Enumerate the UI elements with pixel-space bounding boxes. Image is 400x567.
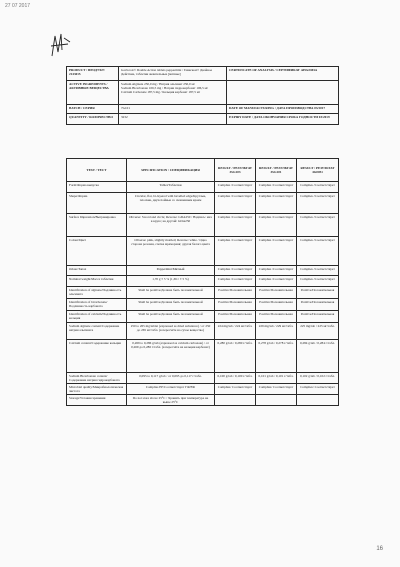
col-result-3: RESULT / РЕЗУЛЬТАТ 4G0051 xyxy=(297,159,339,182)
result-row xyxy=(67,311,339,323)
row-result-3: Complies /Соответствует xyxy=(297,193,339,214)
row-test: Microbial quality/Микробиологическая чистота xyxy=(67,384,127,395)
row-result-2: Complies/ Соответствует xyxy=(256,384,297,395)
result-row xyxy=(67,276,339,287)
row-result-3: 225 mg/tab / 225 мг/табл. xyxy=(297,323,339,340)
result-row xyxy=(67,373,339,384)
header-label: QUANTITY / КОЛИЧЕСТВО xyxy=(67,114,119,125)
row-test: Sodium alginate content/Содержание натрия альгината xyxy=(67,323,127,340)
row-test: Storage/Условия хранения xyxy=(67,395,127,406)
row-spec: Shall be positive/Должна быть положительной xyxy=(127,299,215,311)
col-result-1: RESULT / РЕЗУЛЬТАТ 3SG103 xyxy=(215,159,256,182)
row-result-1: Complies /Соответствует xyxy=(215,182,256,193)
row-result-2: 0,101 g/tab / 0,101 г/табл. xyxy=(256,373,297,384)
row-result-3: 0,102 g/tab / 0,102 г/табл. xyxy=(297,373,339,384)
header-value: Gaviscon® Double Action tablets peppermint / Гевискон® Двойное Действие, таблетки жевательные [мятные] xyxy=(119,67,227,81)
row-result-2: Complies /Соответствует xyxy=(256,193,297,214)
row-result-3: Positive/Положительная xyxy=(297,287,339,299)
result-row xyxy=(67,266,339,276)
row-test: Identification of bicarbonate/Подлинность карбоната xyxy=(67,299,127,311)
row-result-1: 0,100 g/tab / 0,100 г/табл. xyxy=(215,373,256,384)
row-test: Odour/Запах xyxy=(67,266,127,276)
results-header-row xyxy=(67,159,339,182)
result-row xyxy=(67,299,339,311)
result-row xyxy=(67,182,339,193)
row-result-1: Complies /Соответствует xyxy=(215,237,256,266)
row-result-1: Complies /Соответствует xyxy=(215,266,256,276)
row-result-1: Positive/Положительная xyxy=(215,311,256,323)
row-spec: 0,095 to 0,117 g/tab / от 0,095 до 0,117 г/табл. xyxy=(127,373,215,384)
row-result-2: Positive/Положительная xyxy=(256,311,297,323)
row-result-3: Positive/Положительная xyxy=(297,299,339,311)
header-value: 7G101 xyxy=(119,105,227,114)
row-spec: 1,70 g ± 5 % (1,36 г ± 5 %) xyxy=(127,276,215,287)
row-result-1: Positive/Положительная xyxy=(215,287,256,299)
row-result-3: Complies /Соответствует xyxy=(297,182,339,193)
header-label: PRODUCT / ПРОДУКТ: 2143015 xyxy=(67,67,119,81)
result-row xyxy=(67,193,339,214)
header-extra: EXPIRY DATE / ДАТА ОКОНЧАНИЯ СРОКА ГОДНОСТИ 03/2019 xyxy=(227,114,339,125)
row-test: Identification of calcium/Подлинность кальция xyxy=(67,311,127,323)
row-spec: Tablet/Таблетки xyxy=(127,182,215,193)
row-result-2: Complies /Соответствует xyxy=(256,237,297,266)
row-spec: Complies EP/Соответствует ГФ/ЕФ xyxy=(127,384,215,395)
results-table xyxy=(66,158,339,406)
result-row xyxy=(67,214,339,237)
result-row xyxy=(67,395,339,406)
row-result-2: Complies /Соответствует xyxy=(256,276,297,287)
row-result-3: Complies /Соответствует xyxy=(297,214,339,237)
stamp-date: 27 07 2017 xyxy=(5,3,31,9)
row-result-3: Complies /Соответствует xyxy=(297,237,339,266)
header-extra: CERTIFICATE OF ANALYSIS / СЕРТИФИКАТ АНАЛИЗА xyxy=(227,67,339,81)
row-result-3 xyxy=(297,395,339,406)
row-spec: 0,269 to 0,286 g/tab (expressed as calcium carbonate) / от 0,269 до 0,286 г/табл. (в пересчёте на кальция карбонат) xyxy=(127,340,215,373)
row-test: Identification of alginate/Подлинность альгината xyxy=(67,287,127,299)
row-result-3: Complies/ Соответствует xyxy=(297,384,339,395)
row-result-2 xyxy=(256,395,297,406)
header-row xyxy=(67,67,339,81)
row-spec: Shall be positive/Должна быть положительной xyxy=(127,287,215,299)
row-test: Sodium Bicarbonate content/Содержание натрия гидрокарбоната xyxy=(67,373,127,384)
row-result-3: Positive/Положительная xyxy=(297,311,339,323)
row-result-2: Complies /Соответствует xyxy=(256,214,297,237)
result-row xyxy=(67,340,339,373)
row-result-3: 0,284 g/tab / 0,284 г/табл. xyxy=(297,340,339,373)
header-extra xyxy=(227,81,339,105)
row-result-2: Complies /Соответствует xyxy=(256,266,297,276)
row-spec: Circular, flat, bi-layered with bevelled edge/Круглые, плоские, двухслойные со скошенным краем xyxy=(127,193,215,214)
row-result-1: Positive/Положительная xyxy=(215,299,256,311)
header-extra: DATE OF MANUFACTURING / ДАТА ПРОИЗВОДСТВА 03/2017 xyxy=(227,105,339,114)
header-row xyxy=(67,114,339,125)
header-value: Sodium Alginate 250,0 mg / Натрия альгинат 250,0 мг Sodium Bicarbonate 106,5 mg / Натрия гидрокарбонат 106,5 мг Calcium Carbonate 187,5 mg / Кальция карбонат 187,5 мг xyxy=(119,81,227,105)
row-test: Calcium content/Содержание кальция xyxy=(67,340,127,373)
row-result-1: 0,280 g/tab / 0,280 г/табл. xyxy=(215,340,256,373)
header-label: ACTIVE INGREDIENTS / АКТИВНЫЕ ВЕЩЕСТВА xyxy=(67,81,119,105)
result-row xyxy=(67,384,339,395)
row-test: Surface Impression/Выгравировка xyxy=(67,214,127,237)
row-spec: Obverse: pink, slightly mottled; Reverse: white / Одна сторона розовая, слегка мраморная; другая белого цвета xyxy=(127,237,215,266)
row-test: Form/Форма выпуска xyxy=(67,182,127,193)
header-row xyxy=(67,105,339,114)
row-test: Shape/Форма xyxy=(67,193,127,214)
header-label: BATCH / СЕРИЯ xyxy=(67,105,119,114)
row-result-1: Complies /Соответствует xyxy=(215,214,256,237)
row-spec: Shall be positive/Должна быть положительной xyxy=(127,311,215,323)
page-number: 16 xyxy=(376,546,383,552)
result-row xyxy=(67,287,339,299)
header-value: 3232 xyxy=(119,114,227,125)
col-result-2: RESULT / РЕЗУЛЬТАТ 3SG101 xyxy=(256,159,297,182)
row-result-3: Complies /Соответствует xyxy=(297,276,339,287)
row-result-2: Positive/Положительная xyxy=(256,299,297,311)
row-result-2: 0,278 g/tab / 0,278 г/табл. xyxy=(256,340,297,373)
row-spec: Do not store above 25°C / Хранить при температуре не выше 25°C xyxy=(127,395,215,406)
row-result-3: Complies /Соответствует xyxy=(297,266,339,276)
row-spec: Peppermint/Мятный xyxy=(127,266,215,276)
col-test: TEST / ТЕСТ xyxy=(67,159,127,182)
row-result-1 xyxy=(215,395,256,406)
signature-mark xyxy=(48,32,78,58)
row-result-2: Complies /Соответствует xyxy=(256,182,297,193)
row-result-1: 224 mg/tab / 224 мг/табл. xyxy=(215,323,256,340)
row-test: Colour/Цвет xyxy=(67,237,127,266)
header-row xyxy=(67,81,339,105)
row-spec: 250 to 265 mg/tablet (expressed as dried substance) / от 250 до 265 мг/табл. (в пересчёте на сухое вещество) xyxy=(127,323,215,340)
col-spec: SPECIFICATION / СПЕЦИФИКАЦИЯ xyxy=(127,159,215,182)
certificate-header-table xyxy=(66,66,339,125)
row-result-2: Positive/Положительная xyxy=(256,287,297,299)
row-result-1: Complies /Соответствует xyxy=(215,193,256,214)
result-row xyxy=(67,323,339,340)
row-test: Nominal weight/Масса таблетки xyxy=(67,276,127,287)
row-result-2: 229 mg/tab / 229 мг/табл. xyxy=(256,323,297,340)
row-result-1: Complies /Соответствует xyxy=(215,276,256,287)
row-spec: Obverse: Sword and circle; Reverse: GDA250 / Надпись: меч в круге; на другой: GDA250 xyxy=(127,214,215,237)
result-row xyxy=(67,237,339,266)
row-result-1: Complies/ Соответствует xyxy=(215,384,256,395)
